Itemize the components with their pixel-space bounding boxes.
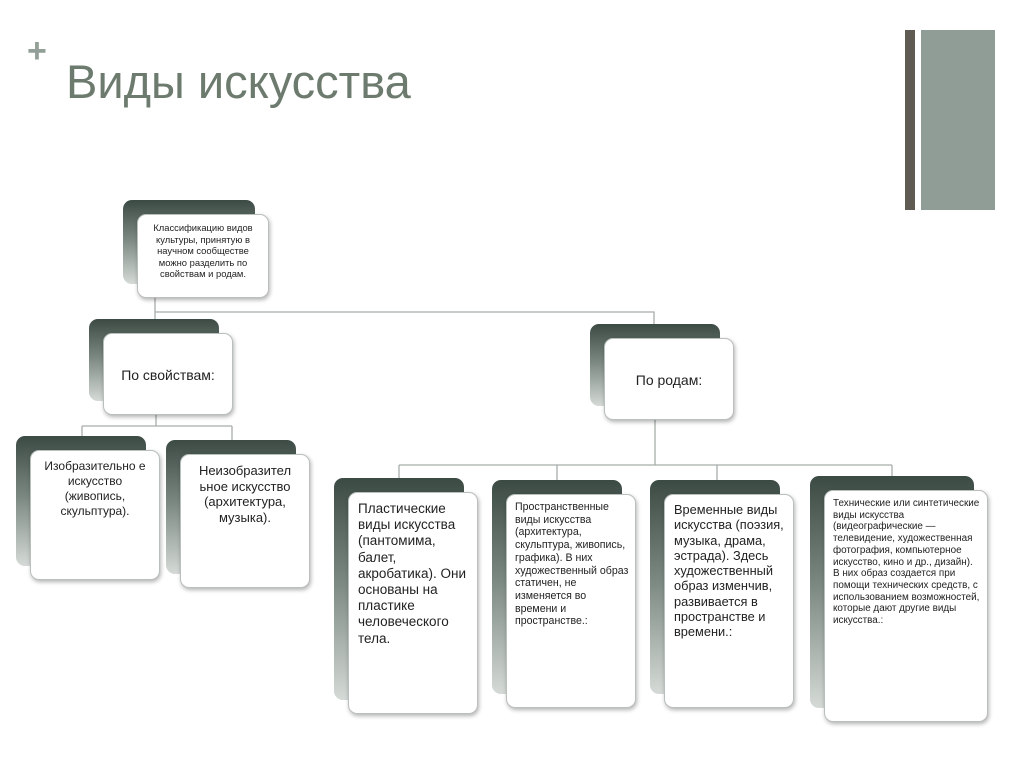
node-non-fine-art-card xyxy=(180,454,310,588)
node-spatial-arts-text: Пространственные виды искусства (архитектура, скульптура, живопись, графика). В них художественный образ статичен, не изменяется во времени и пространстве.: xyxy=(515,501,629,628)
node-temporal-arts-card xyxy=(664,494,794,708)
node-plastic-arts-card xyxy=(348,492,478,714)
node-by-kinds-label: По родам: xyxy=(635,372,703,388)
connector-root-to-branches xyxy=(155,296,654,326)
root-node-card xyxy=(137,214,269,298)
node-non-fine-art-text: Неизобразител ьное искусство (архитектура, музыка). xyxy=(198,463,292,525)
plus-icon: + xyxy=(27,32,47,70)
slide-title: Виды искусства xyxy=(66,55,411,108)
node-by-properties-card xyxy=(103,333,233,415)
root-node-text: Классификацию видов культуры, принятую в научном сообществе можно разделить по свойствам и родам. xyxy=(153,222,253,279)
node-fine-art-text: Изобразительно е искусство (живопись, скульптура). xyxy=(44,459,146,518)
node-technical-arts-card xyxy=(824,490,988,722)
node-technical-arts-text: Технические или синтетические виды искусства (видеографические — телевидение, художественная фотография, компьютерное искусство, кино и др., дизайн). В них образ создается при помощи технических средств, с использованием возможностей, которые дают другие виды искусства.: xyxy=(833,498,980,627)
connector-kinds-to-children xyxy=(399,420,892,481)
node-plastic-arts-text: Пластические виды искусства (пантомима, балет, акробатика). Они основаны на пластике человеческого тела. xyxy=(358,501,466,646)
node-spatial-arts-card xyxy=(506,494,636,708)
node-by-properties-label: По свойствам: xyxy=(121,367,215,383)
node-temporal-arts-text: Временные виды искусства (поэзия, музыка, драма, эстрада). Здесь художественный образ изменчив, развивается в пространстве и времени.: xyxy=(674,502,784,640)
node-fine-art-card xyxy=(30,450,160,580)
node-by-kinds-card xyxy=(604,338,734,420)
